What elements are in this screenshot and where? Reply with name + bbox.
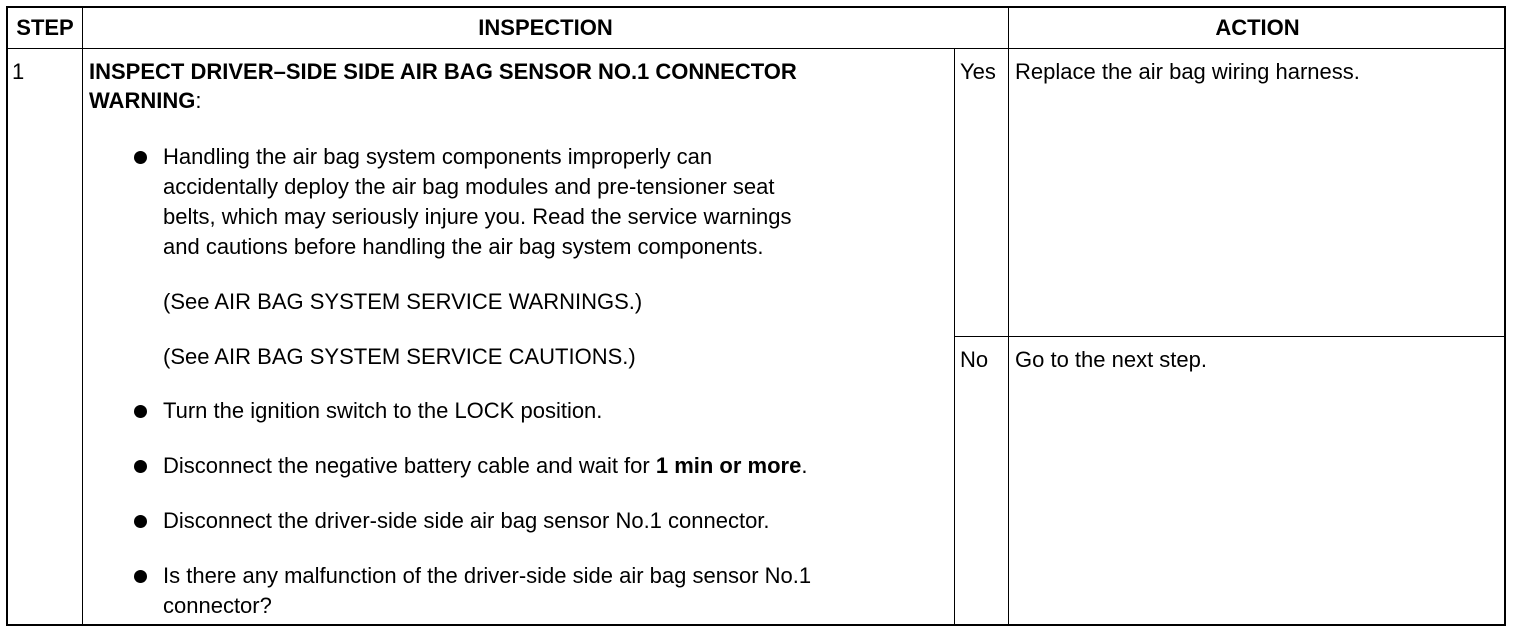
battery-step-end: . xyxy=(801,453,808,478)
bullet-icon xyxy=(134,151,147,164)
question-line: Is there any malfunction of the driver-side side air bag sensor No.1 xyxy=(163,563,812,588)
no-action: Go to the next step. xyxy=(1015,347,1208,372)
ignition-step: Turn the ignition switch to the LOCK position. xyxy=(163,398,603,423)
inspection-title: INSPECT DRIVER–SIDE SIDE AIR BAG SENSOR NO.1 CONNECTOR xyxy=(89,59,797,84)
warning-colon: : xyxy=(195,88,202,113)
warning-text-line: and cautions before handling the air bag system components. xyxy=(163,234,764,259)
step-column-divider xyxy=(82,6,83,626)
header-step: STEP xyxy=(16,15,74,40)
see-warnings-reference: (See AIR BAG SYSTEM SERVICE WARNINGS.) xyxy=(163,289,643,314)
warning-text-line: belts, which may seriously injure you. Read the service warnings xyxy=(163,204,792,229)
bullet-icon xyxy=(134,515,147,528)
yes-no-divider xyxy=(954,336,1506,337)
warning-heading xyxy=(89,86,201,115)
battery-step-duration: 1 min or more xyxy=(655,453,802,478)
no-label: No xyxy=(960,347,989,372)
header-action: ACTION xyxy=(1215,15,1300,40)
see-cautions-reference: (See AIR BAG SYSTEM SERVICE CAUTIONS.) xyxy=(163,344,636,369)
warning-label: WARNING xyxy=(89,88,196,113)
battery-step-text: Disconnect the negative battery cable and wait for xyxy=(163,453,656,478)
result-column-divider xyxy=(954,48,955,626)
battery-step xyxy=(163,451,807,481)
question-step xyxy=(163,561,811,621)
header-inspection: INSPECTION xyxy=(478,15,613,40)
header-divider xyxy=(6,48,1506,49)
warning-text xyxy=(163,142,792,262)
disconnect-step: Disconnect the driver-side side air bag sensor No.1 connector. xyxy=(163,508,770,533)
yes-label: Yes xyxy=(960,59,996,84)
question-line: connector? xyxy=(163,593,272,618)
bullet-icon xyxy=(134,405,147,418)
warning-text-line: accidentally deploy the air bag modules and pre-tensioner seat xyxy=(163,174,775,199)
step-number: 1 xyxy=(12,59,25,84)
bullet-icon xyxy=(134,460,147,473)
action-column-divider xyxy=(1008,6,1009,626)
warning-text-line: Handling the air bag system components improperly can xyxy=(163,144,713,169)
yes-action: Replace the air bag wiring harness. xyxy=(1015,59,1360,84)
bullet-icon xyxy=(134,570,147,583)
